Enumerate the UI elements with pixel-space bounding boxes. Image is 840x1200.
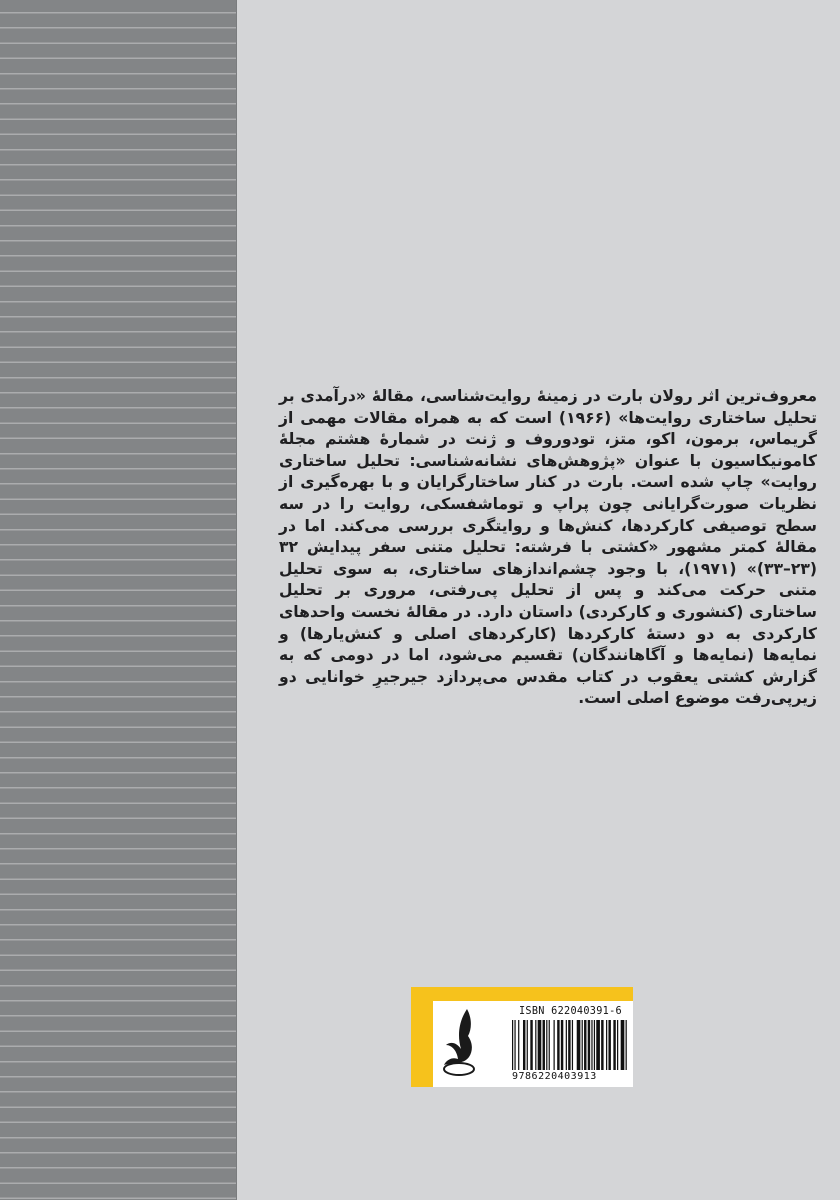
spine-stripes bbox=[0, 0, 237, 1200]
barcode-bar bbox=[557, 1020, 559, 1070]
back-cover-blurb bbox=[279, 386, 817, 710]
barcode-bar bbox=[549, 1020, 550, 1070]
barcode-bar bbox=[584, 1020, 586, 1070]
barcode-bar bbox=[530, 1020, 532, 1070]
barcode-bar bbox=[606, 1020, 607, 1070]
barcode-bar bbox=[527, 1020, 528, 1070]
barcode-bar bbox=[594, 1020, 595, 1070]
barcode-bar bbox=[582, 1020, 583, 1070]
barcode-bars bbox=[512, 1020, 628, 1070]
barcode-bar bbox=[514, 1020, 515, 1070]
barcode-bar bbox=[608, 1020, 610, 1070]
barcode-bar bbox=[617, 1020, 618, 1070]
barcode-bar bbox=[512, 1020, 513, 1070]
barcode-bar bbox=[566, 1020, 567, 1070]
barcode-bar bbox=[626, 1020, 627, 1070]
barcode-bar bbox=[523, 1020, 525, 1070]
barcode-bar bbox=[518, 1020, 519, 1070]
barcode-bar bbox=[613, 1020, 615, 1070]
barcode-panel bbox=[411, 987, 633, 1087]
barcode-bar bbox=[561, 1020, 563, 1070]
barcode-bar bbox=[591, 1020, 592, 1070]
barcode-bar bbox=[572, 1020, 573, 1070]
barcode-bar bbox=[568, 1020, 570, 1070]
barcode-bar bbox=[538, 1020, 542, 1070]
ean-digits: 9786220403913 bbox=[512, 1071, 597, 1082]
barcode-bar bbox=[621, 1020, 625, 1070]
barcode-bar bbox=[546, 1020, 547, 1070]
barcode-bar bbox=[588, 1020, 590, 1070]
barcode-bar bbox=[554, 1020, 555, 1070]
barcode-bar bbox=[577, 1020, 581, 1070]
barcode-bar bbox=[543, 1020, 545, 1070]
yellow-top-band bbox=[411, 987, 633, 1001]
isbn-label: ISBN 622040391-6 bbox=[519, 1006, 622, 1017]
blurb-paragraph: معروف‌ترین اثر رولان بارت در زمینهٔ روایت‌شناسی، مقالهٔ «درآمدی بر تحلیل ساختاری روایت‌ها» (۱۹۶۶) است که به همراه مقالات مهمی از گریماس، برمون، اکو، متز، تودوروف و ژنت در شمارهٔ هشتم مجلهٔ کامونیکاسیون با عنوان «پژوهش‌های نشانه‌شناسی: تحلیل ساختاری روایت» چاپ شده است. بارت در کنار ساختارگرایان و با بهره‌گیری از نظریات صورت‌گرایانی چون پراپ و توماشفسکی، روایت را در سه سطح توصیفی کارکردها، کنش‌ها و روایتگری بررسی می‌کند. اما در مقالهٔ کمتر مشهور «کشتی با فرشته: تحلیل متنی سفر پیدایش ۳۲ (۲۳–۳۳)» (۱۹۷۱)، با وجود چشم‌اندازهای ساختاری، به سوی تحلیل متنی حرکت می‌کند و پس از تحلیل پی‌رفتی، مروری بر تحلیل ساختاری (کنشوری و کارکردی) داستان دارد. در مقالهٔ نخست واحدهای کارکردی به دو دستهٔ کارکردها (کارکردهای اصلی و کنش‌یارها) و نمایه‌ها (نمایه‌ها و آگاهانندگان) تقسیم می‌شود، اما در دومی که به گزارش کشتی یعقوب در کتاب مقدس می‌پردازد جیرجیرِ خوانایی دو زیرپی‌رفت موضوع اصلی است. bbox=[279, 387, 817, 708]
yellow-left-band bbox=[411, 987, 433, 1087]
barcode-bar bbox=[535, 1020, 536, 1070]
publisher-logo-icon bbox=[437, 1005, 483, 1081]
barcode-bar bbox=[596, 1020, 600, 1070]
barcode-bar bbox=[601, 1020, 603, 1070]
